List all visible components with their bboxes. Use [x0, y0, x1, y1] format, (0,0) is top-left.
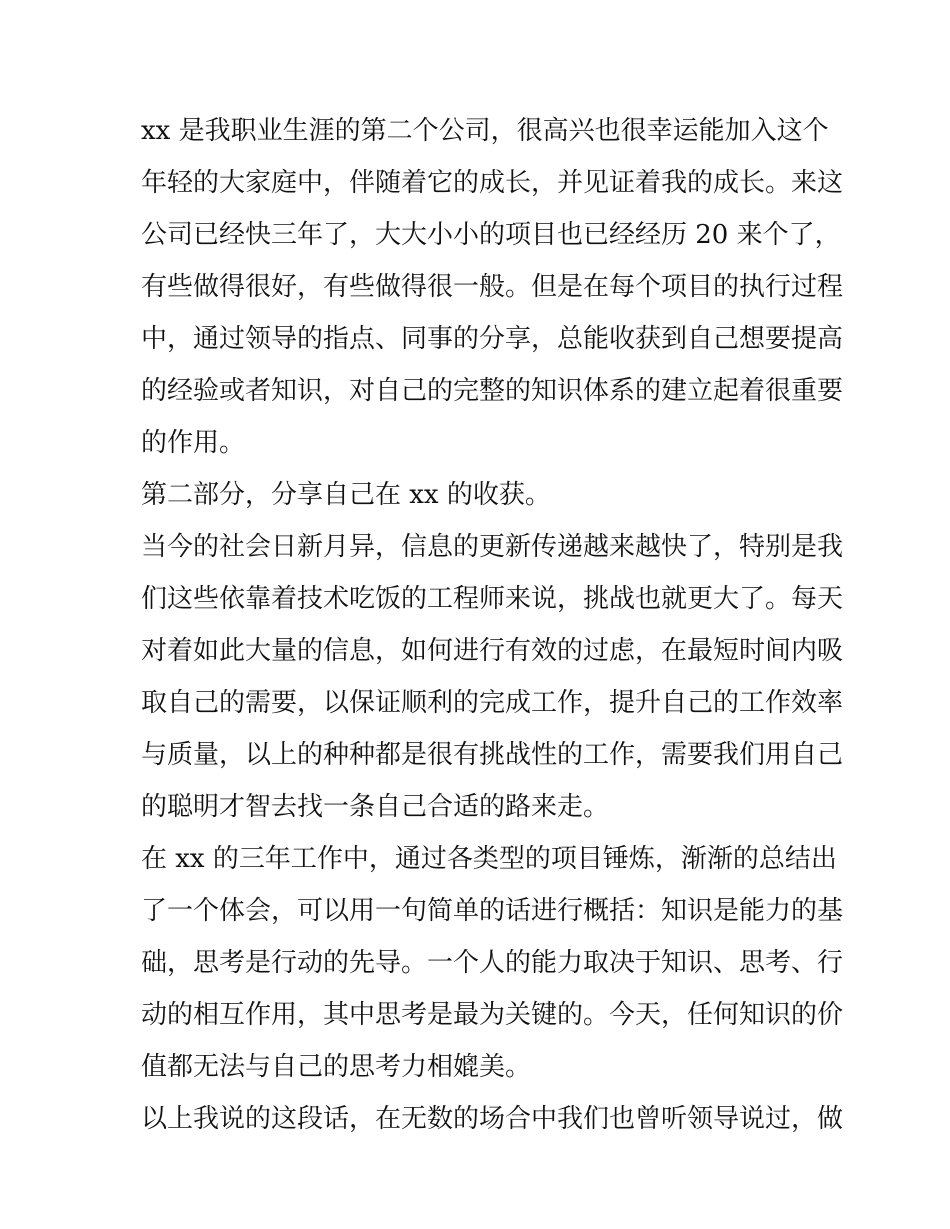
- text-line: 了一个体会，可以用一句简单的话进行概括：知识是能力的基: [141, 896, 844, 926]
- text-line: 与质量，以上的种种都是很有挑战性的工作，需要我们用自己: [141, 740, 844, 770]
- text-line: 在 xx 的三年工作中，通过各类型的项目锤炼，渐渐的总结出: [141, 844, 837, 874]
- text-line: 值都无法与自己的思考力相媲美。: [141, 1052, 532, 1082]
- text-line: 动的相互作用，其中思考是最为关键的。今天，任何知识的价: [141, 1000, 844, 1030]
- text-line: 有些做得很好，有些做得很一般。但是在每个项目的执行过程: [141, 272, 844, 302]
- section-heading: 第二部分，分享自己在 xx 的收获。: [141, 480, 551, 510]
- text-line: 们这些依靠着技术吃饭的工程师来说，挑战也就更大了。每天: [141, 584, 844, 614]
- text-line: 以上我说的这段话，在无数的场合中我们也曾听领导说过，做: [141, 1104, 844, 1134]
- text-line: 取自己的需要，以保证顺利的完成工作，提升自己的工作效率: [141, 688, 844, 718]
- text-line: 的聪明才智去找一条自己合适的路来走。: [141, 792, 610, 822]
- text-line: 的经验或者知识，对自己的完整的知识体系的建立起着很重要: [141, 376, 844, 406]
- text-line: 公司已经快三年了，大大小小的项目也已经经历 20 来个了，: [141, 220, 841, 250]
- text-line: 中，通过领导的指点、同事的分享，总能收获到自己想要提高: [141, 324, 844, 354]
- text-line: 年轻的大家庭中，伴随着它的成长，并见证着我的成长。来这: [141, 168, 844, 198]
- text-line: 的作用。: [141, 428, 246, 458]
- text-line: 对着如此大量的信息，如何进行有效的过虑，在最短时间内吸: [141, 636, 844, 666]
- text-line: 当今的社会日新月异，信息的更新传递越来越快了，特别是我: [141, 532, 844, 562]
- body-text: [141, 108, 844, 1134]
- text-line: 础，思考是行动的先导。一个人的能力取决于知识、思考、行: [141, 948, 844, 978]
- text-line: xx 是我职业生涯的第二个公司，很高兴也很幸运能加入这个: [141, 116, 829, 146]
